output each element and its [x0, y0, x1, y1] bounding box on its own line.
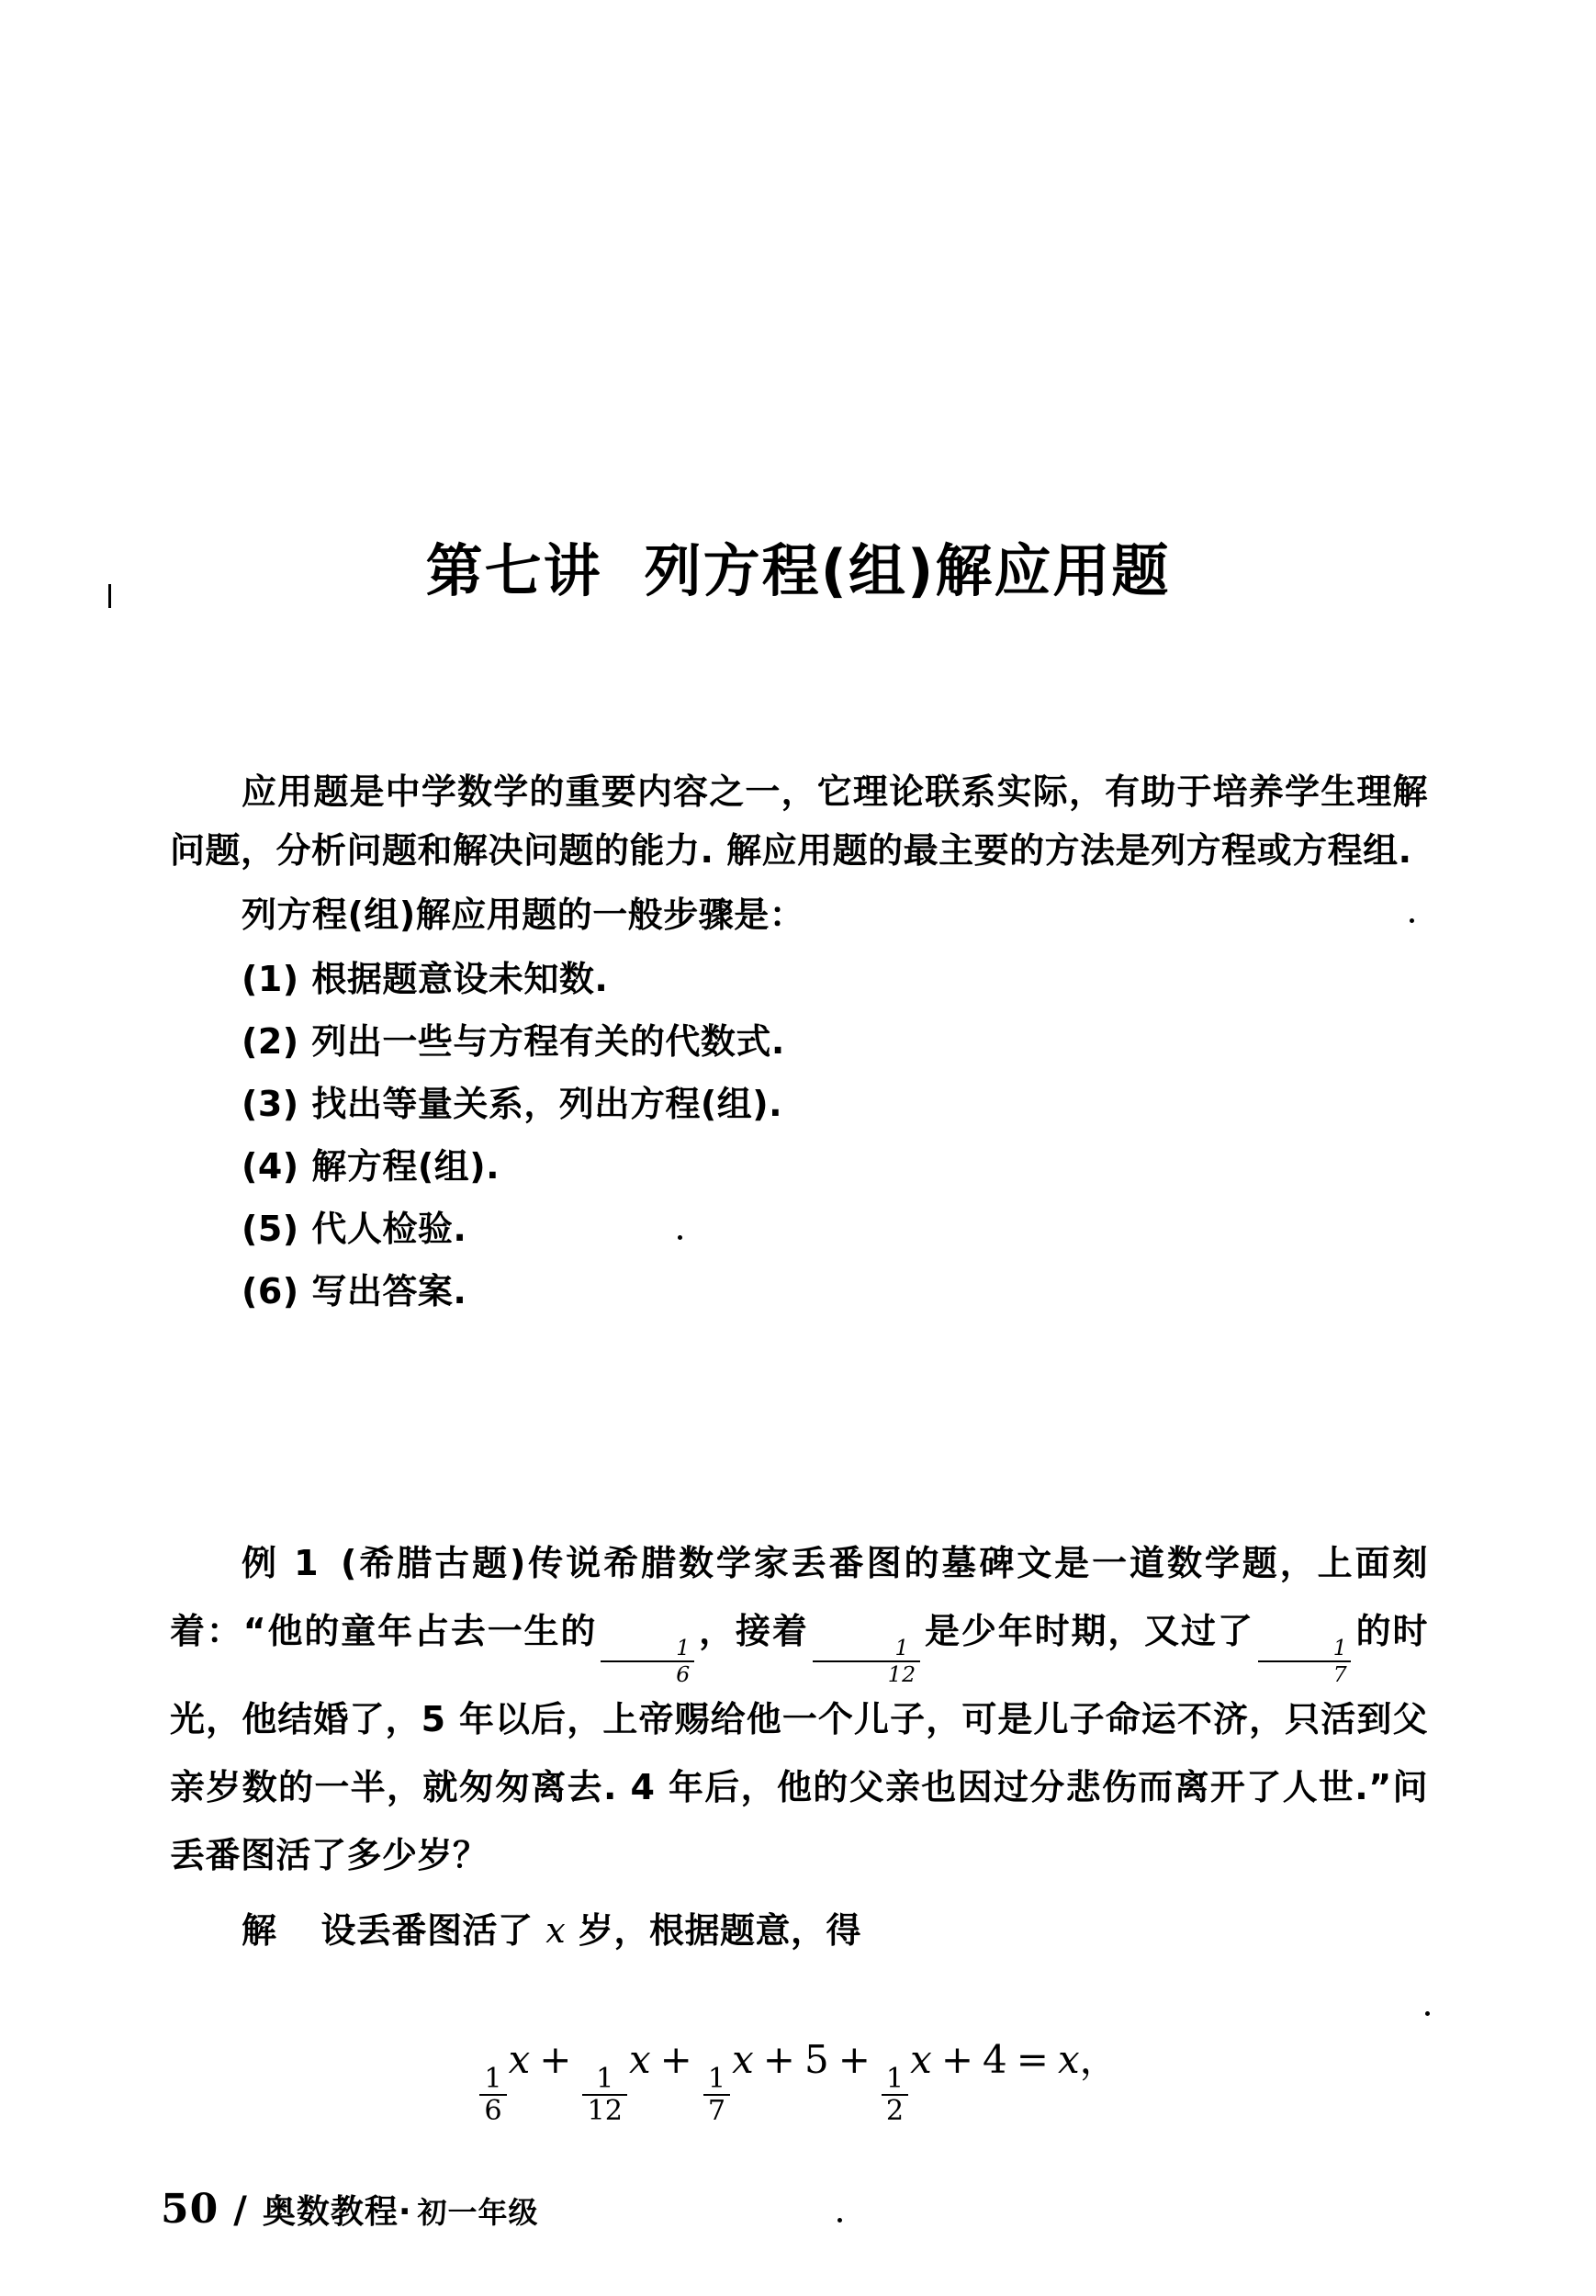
- print-mark-dot: [1425, 2011, 1430, 2016]
- step-item: (3) 找出等量关系，列出方程(组).: [242, 1084, 783, 1124]
- equation-fraction-1: $\frac{1}{6}$: [479, 2065, 506, 2126]
- footer-book-name: 奥数教程·: [262, 2193, 412, 2231]
- equation-var-1: x: [508, 2037, 531, 2082]
- example-paragraph: [170, 1529, 1428, 1889]
- intro-paragraph-1: 应用题是中学数学的重要内容之一，它理论联系实际，有助于培养学生理解问题，分析问题和解决问题的能力. 解应用题的最主要的方法是列方程或方程组.: [170, 771, 1428, 871]
- example-text-d: 的时光，他结婚了，5 年以后，上帝赐给他一个儿子，可是儿子命运不济，只活到父亲岁数的一半，就匆匆离去. 4 年后，他的父亲也因过分悲伤而离开了人世.”问丢番图活了多少岁？: [170, 1611, 1428, 1876]
- fraction-one-sixth: $\frac{1}{6}$: [601, 1637, 693, 1685]
- example-text-a: 传说希腊数学家丢番图的墓碑文是一道数学题，上面刻着：“他的童年占去一生的: [170, 1543, 1428, 1651]
- equation-fraction-3: $\frac{1}{7}$: [703, 2065, 730, 2126]
- footer-page-number: 50: [161, 2186, 219, 2233]
- equation-line: [478, 2030, 1118, 2126]
- solution-label: 解: [242, 1910, 277, 1952]
- example-text-b: ，接着: [697, 1611, 809, 1651]
- equation-display: [0, 2030, 1596, 2126]
- equation-const-1: 5: [804, 2037, 829, 2082]
- solution-text-a: 设丢番图活了: [320, 1910, 534, 1952]
- equation-plus-5: +: [940, 2037, 974, 2082]
- equation-equals: =: [1016, 2037, 1049, 2082]
- print-mark-dot: [837, 2218, 842, 2223]
- fraction-one-seventh: $\frac{1}{7}$: [1258, 1637, 1351, 1685]
- example-source: (希腊古题): [341, 1543, 526, 1583]
- equation-var-4: x: [910, 2037, 932, 2082]
- steps-list: [170, 950, 1428, 1321]
- page-title: [0, 525, 1596, 607]
- step-item: (1) 根据题意设未知数.: [242, 959, 609, 999]
- example-section: [170, 1529, 1428, 1963]
- equation-rhs: x: [1057, 2037, 1080, 2082]
- step-item: (5) 代人检验.: [242, 1209, 467, 1249]
- page-title-part2: 列方程(组)解应用题: [644, 536, 1171, 604]
- equation-fraction-2: $\frac{1}{12}$: [582, 2065, 626, 2126]
- equation-plus-3: +: [762, 2037, 795, 2082]
- page-footer: [161, 2186, 539, 2233]
- step-item: (4) 解方程(组).: [242, 1146, 500, 1187]
- equation-var-2: x: [628, 2037, 651, 2082]
- step-item: (6) 写出答案.: [242, 1271, 467, 1311]
- page-title-part1: 第七讲: [425, 536, 602, 604]
- solution-text-b: 岁，根据题意，得: [578, 1910, 861, 1952]
- solution-variable: x: [545, 1910, 567, 1952]
- solution-paragraph: [170, 1898, 1428, 1963]
- footer-separator: /: [233, 2189, 248, 2232]
- intro-section: [170, 762, 1428, 1324]
- equation-comma: ，: [1079, 2037, 1118, 2082]
- equation-plus-2: +: [659, 2037, 692, 2082]
- intro-paragraph-2: 列方程(组)解应用题的一般步骤是：: [242, 895, 805, 935]
- example-text-c: 是少年时期，又过了: [923, 1611, 1254, 1651]
- example-label: 例 1: [242, 1543, 320, 1583]
- equation-fraction-half: $\frac{1}{2}$: [882, 2065, 908, 2126]
- equation-var-3: x: [732, 2037, 754, 2082]
- equation-plus-4: +: [837, 2037, 871, 2082]
- footer-grade: 初一年级: [417, 2195, 539, 2230]
- fraction-one-twelfth: $\frac{1}{12}$: [813, 1637, 920, 1685]
- step-item: (2) 列出一些与方程有关的代数式.: [242, 1021, 785, 1062]
- equation-plus-1: +: [539, 2037, 572, 2082]
- equation-const-2: 4: [983, 2037, 1007, 2082]
